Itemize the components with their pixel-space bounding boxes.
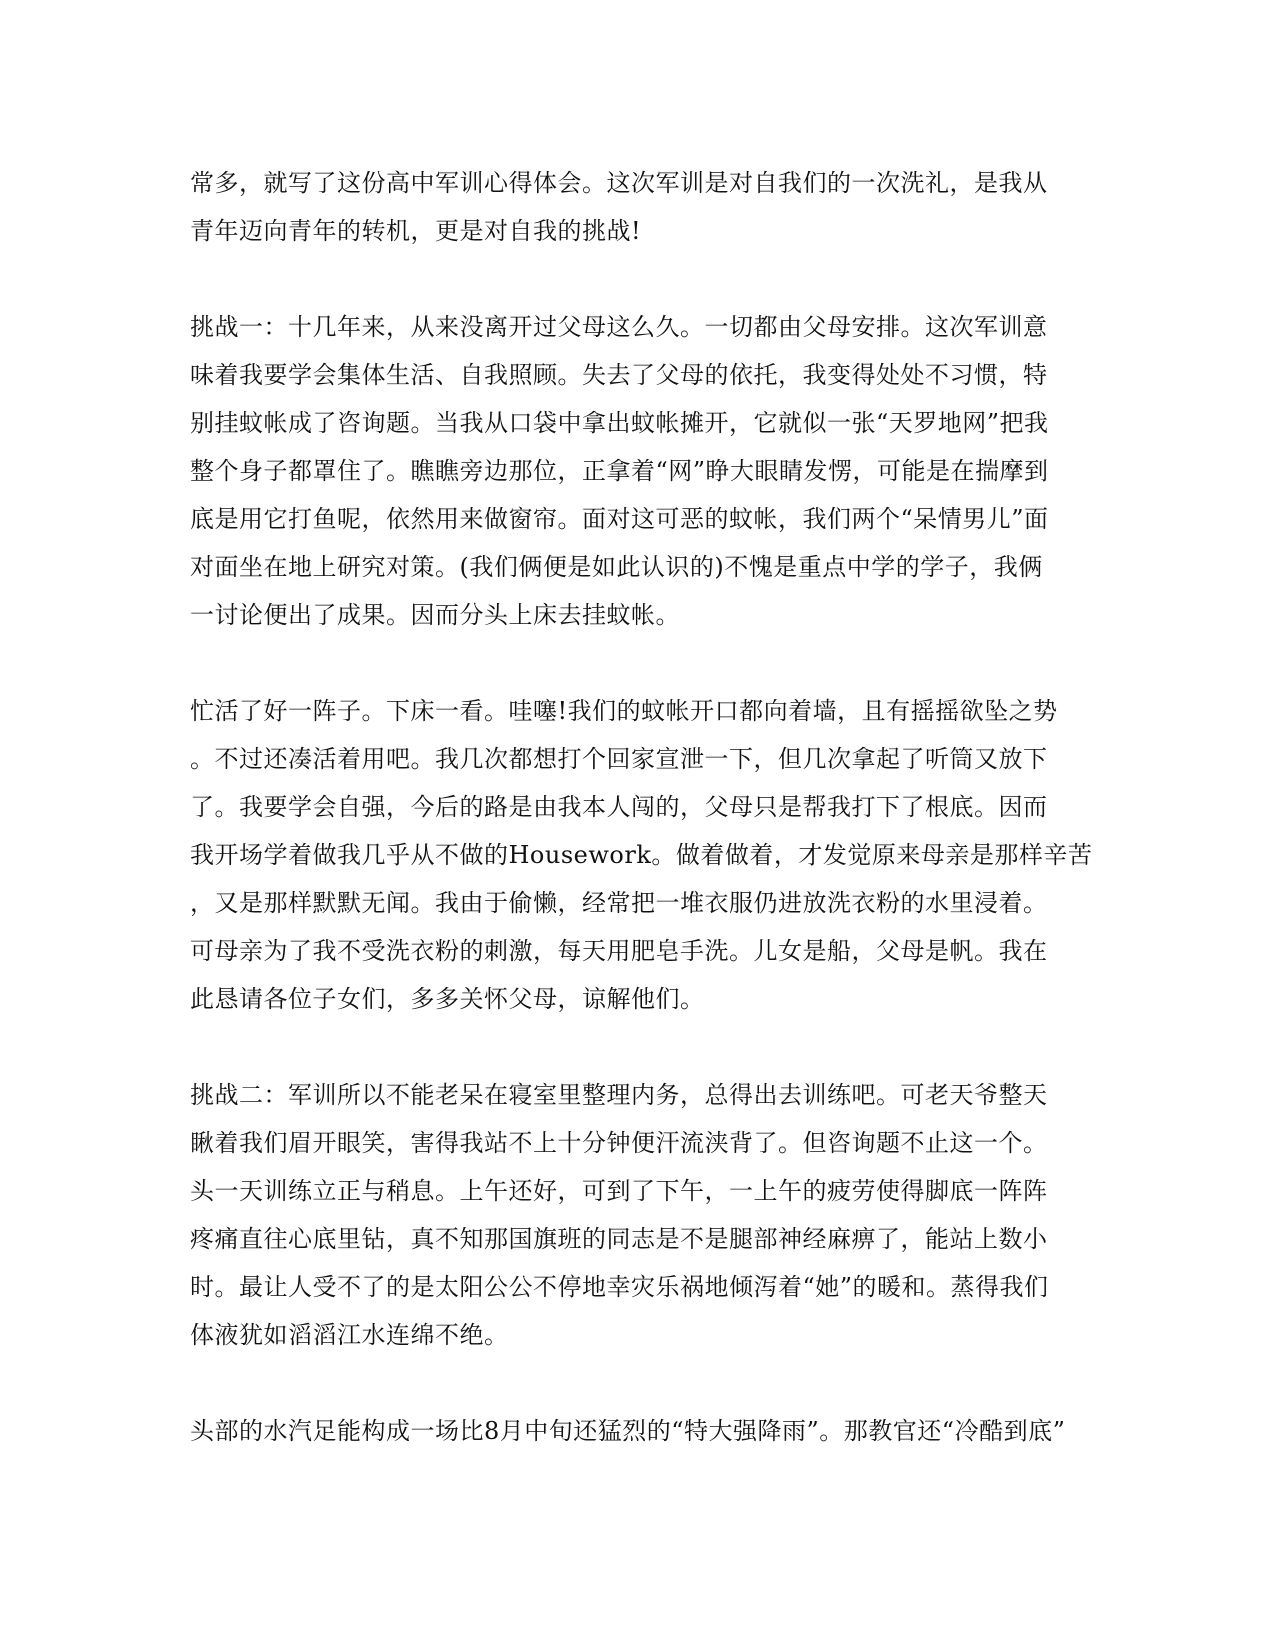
text-line: 头部的水汽足能构成一场比8月中旬还猛烈的“特大强降雨”。那教官还“冷酷到底” <box>190 1417 1066 1445</box>
text-line: 别挂蚊帐成了咨询题。当我从口袋中拿出蚊帐摊开，它就似一张“天罗地网”把我 <box>190 409 1049 437</box>
text-line: 头一天训练立正与稍息。上午还好，可到了下午，一上午的疲劳使得脚底一阵阵 <box>190 1177 1048 1205</box>
paragraph-housework <box>190 687 1093 1023</box>
text-line: 体液犹如滔滔江水连绵不绝。 <box>190 1321 509 1349</box>
paragraph-challenge-one <box>190 303 1080 639</box>
paragraph-intro <box>190 159 1080 255</box>
text-line: 瞅着我们眉开眼笑，害得我站不上十分钟便汗流浃背了。但咨询题不止这一个。 <box>190 1129 1048 1157</box>
paragraph-gap <box>190 1359 1080 1407</box>
text-line: 底是用它打鱼呢，依然用来做窗帘。面对这可恶的蚊帐，我们两个“呆情男儿”面 <box>190 505 1049 533</box>
document-body <box>190 159 1093 1455</box>
paragraph-gap <box>190 1023 1080 1071</box>
text-line: 对面坐在地上研究对策。(我们俩便是如此认识的)不愧是重点中学的学子，我俩 <box>190 553 1043 581</box>
text-line: 挑战一：十几年来，从来没离开过父母这么久。一切都由父母安排。这次军训意 <box>190 313 1048 341</box>
text-line: 整个身子都罩住了。瞧瞧旁边那位，正拿着“网”睁大眼睛发愣，可能是在揣摩到 <box>190 457 1049 485</box>
text-line: 挑战二：军训所以不能老呆在寝室里整理内务，总得出去训练吧。可老天爷整天 <box>190 1081 1048 1109</box>
text-line: 忙活了好一阵子。下床一看。哇噻!我们的蚊帐开口都向着墙，且有摇摇欲坠之势 <box>190 697 1058 725</box>
paragraph-challenge-two <box>190 1071 1080 1359</box>
paragraph-gap <box>190 639 1080 687</box>
text-line: 疼痛直往心底里钻，真不知那国旗班的同志是不是腿部神经麻痹了，能站上数小 <box>190 1225 1048 1253</box>
text-line: 了。我要学会自强，今后的路是由我本人闯的，父母只是帮我打下了根底。因而 <box>190 793 1048 821</box>
text-line: 常多，就写了这份高中军训心得体会。这次军训是对自我们的一次洗礼，是我从 <box>190 169 1048 197</box>
paragraph-rain <box>190 1407 1080 1455</box>
text-line: 一讨论便出了成果。因而分头上床去挂蚊帐。 <box>190 601 680 629</box>
text-line: 此恳请各位子女们，多多关怀父母，谅解他们。 <box>190 985 705 1013</box>
text-line: 时。最让人受不了的是太阳公公不停地幸灾乐祸地倾泻着“她”的暖和。蒸得我们 <box>190 1273 1049 1301</box>
paragraph-gap <box>190 255 1080 303</box>
text-line: 我开场学着做我几乎从不做的Housework。做着做着，才发觉原来母亲是那样辛苦 <box>190 841 1093 869</box>
text-line: ，又是那样默默无闻。我由于偷懒，经常把一堆衣服仍进放洗衣粉的水里浸着。 <box>190 889 1048 917</box>
text-line: 。不过还凑活着用吧。我几次都想打个回家宣泄一下，但几次拿起了听筒又放下 <box>190 745 1048 773</box>
text-line: 味着我要学会集体生活、自我照顾。失去了父母的依托，我变得处处不习惯，特 <box>190 361 1048 389</box>
text-line: 青年迈向青年的转机，更是对自我的挑战! <box>190 217 642 245</box>
text-line: 可母亲为了我不受洗衣粉的刺激，每天用肥皂手洗。儿女是船，父母是帆。我在 <box>190 937 1048 965</box>
